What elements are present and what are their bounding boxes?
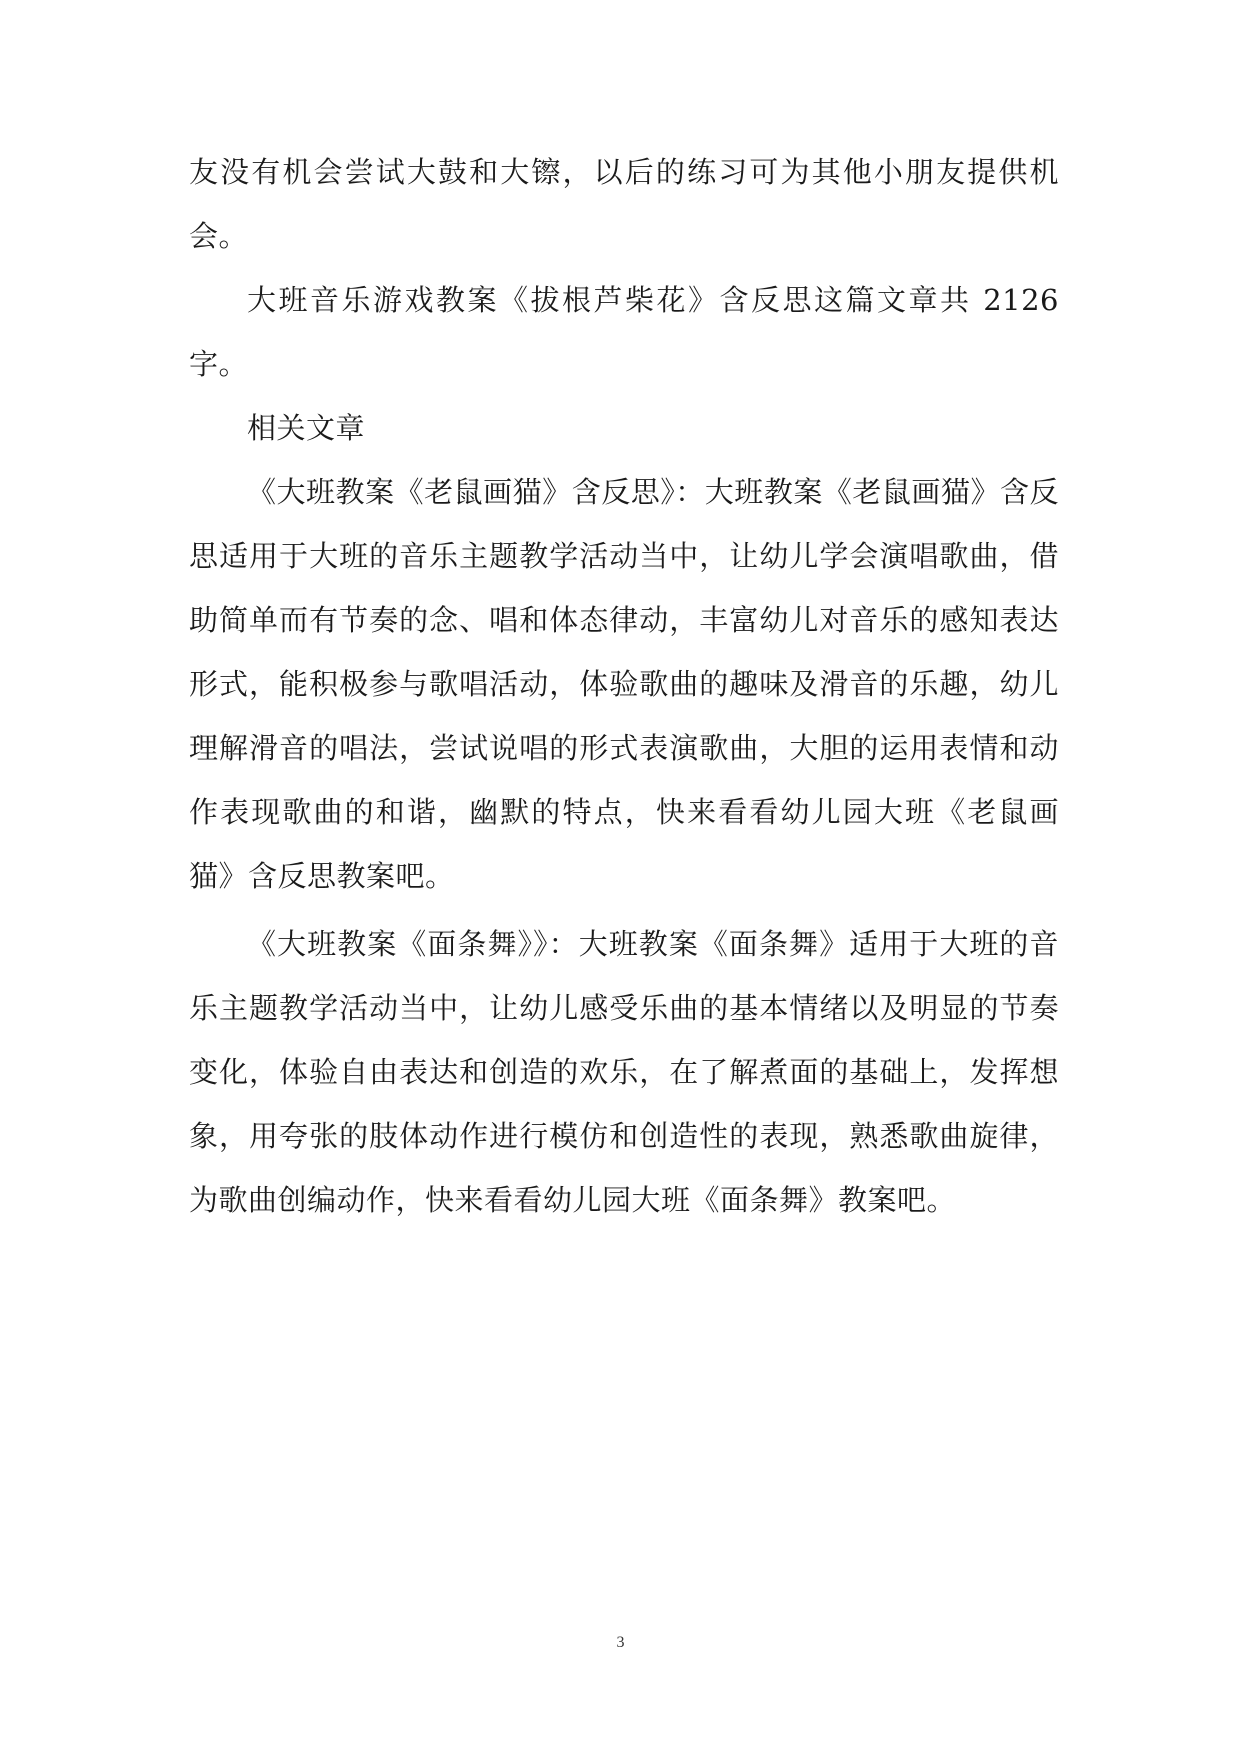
paragraph-continuation: 友没有机会尝试大鼓和大镲，以后的练习可为其他小朋友提供机会。	[189, 155, 1059, 253]
paragraph-word-count: 大班音乐游戏教案《拔根芦柴花》含反思这篇文章共 2126 字。	[189, 283, 1059, 381]
page-number: 3	[616, 1634, 625, 1651]
page-body	[189, 140, 1059, 1232]
related-article-2: 《大班教案《面条舞》》：大班教案《面条舞》适用于大班的音乐主题教学活动当中，让幼儿感受乐曲的基本情绪以及明显的节奏变化，体验自由表达和创造的欢乐，在了解煮面的基础上，发挥想象，用夸张的肢体动作进行模仿和创造性的表现，熟悉歌曲旋律，为歌曲创编动作，快来看看幼儿园大班《面条舞》教案吧。	[189, 927, 1059, 1217]
related-articles-heading: 相关文章	[247, 411, 366, 445]
related-article-1: 《大班教案《老鼠画猫》含反思》：大班教案《老鼠画猫》含反思适用于大班的音乐主题教学活动当中，让幼儿学会演唱歌曲，借助简单而有节奏的念、唱和体态律动，丰富幼儿对音乐的感知表达形式，能积极参与歌唱活动，体验歌曲的趣味及滑音的乐趣，幼儿理解滑音的唱法，尝试说唱的形式表演歌曲，大胆的运用表情和动作表现歌曲的和谐，幽默的特点，快来看看幼儿园大班《老鼠画猫》含反思教案吧。	[189, 475, 1059, 893]
